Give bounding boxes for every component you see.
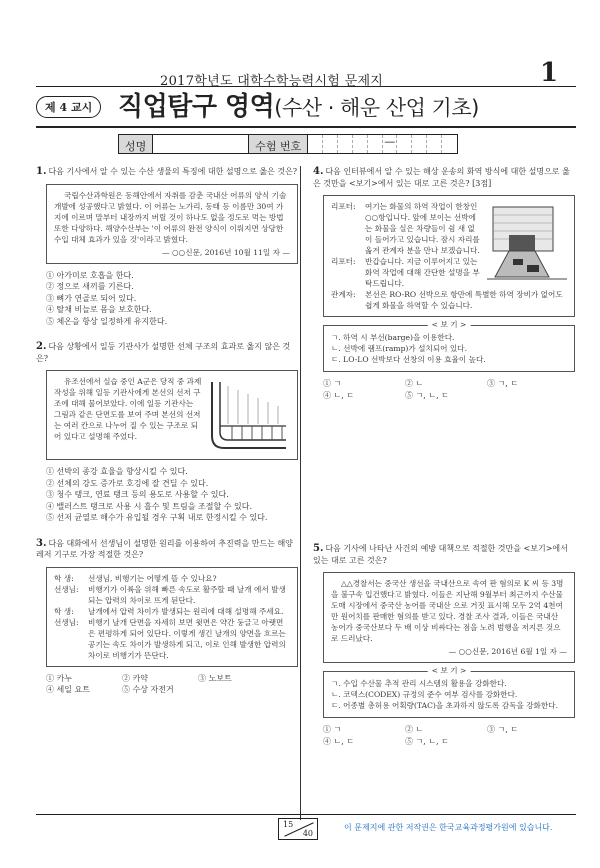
q5-option[interactable]: ⑤ ㄱ, ㄴ, ㄷ — [405, 736, 449, 746]
dialogue-line — [54, 573, 290, 584]
q2-stem: 다음 상황에서 일등 기관사가 설명한 선체 구조의 효과로 옳지 않은 것은? — [36, 342, 291, 363]
subject-sub: (수산 · 해운 산업 기초) — [274, 96, 479, 120]
hr-mid — [36, 126, 576, 128]
utterance: 비행기 날개 단면을 자세히 보면 윗면은 약간 둥글고 아랫면은 편평하게 되어 있단다. 이렇게 생긴 날개의 양면을 흐르는 공기는 속도 차이가 발생하게 되고, 이로 인해 발생한 압력의 차이로 비행기가 뜬단다. — [88, 617, 286, 660]
question-4 — [313, 166, 575, 401]
page-current: 15 — [283, 820, 294, 829]
q2-option[interactable]: ② 선체의 강도 증가로 호깅에 잘 견딜 수 있다. — [46, 478, 209, 488]
q4-option[interactable]: ① ㄱ — [323, 379, 342, 388]
q1-source: — ○○신문, 2016년 10월 11일 자 — — [161, 247, 290, 257]
dialogue-line — [54, 606, 290, 617]
exam-no-label: 수험 번호 — [249, 135, 308, 153]
q3-option[interactable]: ④ 세일 요트 — [46, 685, 90, 694]
dialogue-line — [54, 584, 290, 606]
question-3 — [36, 538, 298, 696]
bogi-item: ㄴ. 선박에 램프(ramp)가 설치되어 있다. — [331, 344, 467, 353]
q4-bogi-box — [323, 320, 575, 372]
q5-number: 5. — [313, 543, 324, 554]
id-box — [118, 134, 458, 154]
speaker: 리포터: — [331, 202, 356, 211]
bogi-title: < 보 기 > — [428, 665, 471, 676]
q1-option[interactable]: ② 정으로 새끼를 기른다. — [46, 282, 134, 291]
q4-option[interactable]: ② ㄴ — [405, 379, 424, 388]
name-field[interactable] — [153, 135, 249, 153]
q5-option[interactable]: ② ㄴ — [405, 725, 424, 734]
q2-option[interactable]: ① 선박의 종강 효율을 향상시킬 수 있다. — [46, 467, 188, 476]
bogi-item: ㄴ. 코덱스(CODEX) 규정의 준수 여부 검사를 강화한다. — [331, 690, 518, 699]
q5-passage-box — [323, 572, 575, 663]
bogi-item: ㄷ. LO-LO 선박보다 선창의 이용 효율이 높다. — [331, 355, 486, 364]
q2-option[interactable]: ③ 청수 탱크, 연료 탱크 등의 용도로 사용할 수 있다. — [46, 490, 229, 499]
q1-option[interactable]: ③ 뼈가 연골로 되어 있다. — [46, 293, 137, 303]
utterance: 여기는 화물의 하역 작업이 한창인 ○○항입니다. 앞에 보이는 선박에는 화물을 실은 차량들이 쉼 새 없이 들어가고 있습니다. 잠시 자리를 옮겨 관계자 분을 만나 보겠습니다. — [365, 202, 480, 255]
interview-line — [331, 289, 567, 311]
question-1 — [36, 166, 298, 327]
column-divider — [300, 166, 301, 820]
q5-source: — ○○신문, 2016년 6월 1일 자 — — [448, 647, 567, 656]
roro-ship-image — [487, 201, 567, 285]
period-badge: 제 4 교시 — [36, 96, 101, 118]
right-column — [313, 166, 575, 747]
q5-passage: △△경찰서는 중국산 생선을 국내산으로 속여 판 혐의로 K 씨 등 3명을 불구속 입건했다고 밝혔다. 이들은 지난해 9월부터 최근까지 수산물 도매 시장에서 중국산 농어를 국내산 으로 거짓 표시해 모두 2억 4천여만 원어치를 판매한 혐의를 받고 있다. 경찰 조사 결과, 이들은 국내산 농어가 중국산보다 두 배 이상 비싸다는 점을 노려 범행을 저지른 것으로 드러났다. — [331, 579, 564, 643]
question-2 — [36, 341, 298, 524]
speaker: 관계자: — [331, 290, 356, 299]
q1-passage-box — [46, 184, 298, 264]
q1-option[interactable]: ④ 탈채 비늘로 몸을 보호한다. — [46, 305, 152, 314]
q2-option[interactable]: ④ 밸러스트 탱크로 사용 시 흘수 및 트림을 조절할 수 있다. — [46, 501, 252, 511]
q3-option[interactable]: ③ 노보트 — [198, 673, 232, 683]
q4-option[interactable]: ③ ㄱ, ㄷ — [487, 379, 519, 388]
speaker: 리포터: — [331, 257, 356, 266]
q1-stem: 다음 기사에서 알 수 있는 수산 생물의 특징에 대한 설명으로 옳은 것은? — [48, 167, 298, 176]
q5-options — [323, 724, 575, 747]
utterance: 날개에서 압력 차이가 발생되는 원리에 대해 설명해 주세요. — [88, 606, 284, 616]
interview-line — [331, 201, 481, 256]
q5-option[interactable]: ① ㄱ — [323, 725, 342, 734]
left-column — [36, 166, 298, 696]
subject-main: 직업탐구 영역 — [118, 92, 275, 122]
copyright-notice: 이 문제지에 관한 저작권은 한국교육과정평가원에 있습니다. — [344, 823, 553, 832]
speaker: 학 생: — [54, 573, 74, 583]
q4-option[interactable]: ④ ㄴ, ㄷ — [323, 390, 355, 400]
q1-option[interactable]: ① 아가미로 호흡을 한다. — [46, 270, 134, 280]
utterance: 선생님, 비행기는 어떻게 뜰 수 있나요? — [88, 573, 217, 583]
speaker: 선생님: — [54, 617, 79, 627]
q5-option[interactable]: ④ ㄴ, ㄷ — [323, 736, 355, 746]
q1-option[interactable]: ⑤ 체온을 항상 일정하게 유지한다. — [46, 316, 168, 326]
question-5 — [313, 543, 575, 747]
q2-number: 2. — [36, 341, 47, 352]
speaker: 학 생: — [54, 606, 74, 616]
q3-options — [46, 673, 298, 696]
bogi-title: < 보 기 > — [428, 319, 471, 330]
q5-stem: 다음 기사에 나타난 사건의 예방 대책으로 적절한 것만을 <보기>에서 있는 대로 고른 것은? — [313, 544, 568, 565]
speaker: 선생님: — [54, 584, 79, 594]
utterance: 반갑습니다. 지금 이루어지고 있는 화역 작업에 대해 간단한 설명을 부탁드립니다. — [365, 257, 480, 288]
q4-options — [323, 378, 575, 401]
q4-number: 4. — [313, 166, 324, 177]
page-total: 40 — [302, 829, 313, 838]
name-label: 성명 — [119, 135, 153, 153]
bogi-item: ㄱ. 하역 시 부선(barge)을 이용한다. — [331, 333, 455, 342]
dialogue-line — [54, 617, 290, 661]
page-counter — [278, 818, 318, 840]
q4-option[interactable]: ⑤ ㄱ, ㄴ, ㄷ — [405, 390, 449, 400]
hr-bottom — [36, 814, 576, 815]
q3-stem: 다음 대화에서 선생님이 설명한 원리를 이용하여 추진력을 만드는 해양 레저 기구로 가장 적절한 것은? — [36, 538, 293, 559]
page-number: 1 — [540, 58, 559, 88]
bogi-item: ㄷ. 어종별 총허용 어획량(TAC)을 초과하지 않도록 감독을 강화한다. — [331, 701, 558, 710]
subject-title — [118, 86, 479, 123]
q3-option[interactable]: ⑤ 수상 자전거 — [122, 685, 174, 694]
exam-title: 2017학년도 대학수학능력시험 문제지 — [160, 74, 384, 89]
bogi-item: ㄱ. 수입 수산물 추적 관리 시스템의 활용을 강화한다. — [331, 679, 507, 688]
q1-number: 1. — [36, 166, 47, 177]
q3-option[interactable]: ① 카누 — [46, 673, 72, 683]
q1-passage: 국립수산과학원은 동해안에서 자취를 감춘 국내산 어류의 양식 기술 개발에 성공했다고 밝혔다. 이 어류는 노가리, 동태 등 이름만 30여 가지에 이르며 말부터 내장까지 버릴 것이 하나도 없을 정도로 먹는 방법 또한 다양하다. 해양수산부는 '이 어류의 완전 양식이 이뤄지면 상당한 수입 대체 효과가 있을 것'이라고 밝혔다. — [54, 190, 287, 244]
interview-line — [331, 256, 481, 289]
exam-no-field[interactable] — [308, 135, 457, 153]
q2-options — [46, 466, 298, 524]
exam-no-dash: — — [383, 135, 397, 153]
q5-bogi-box — [323, 666, 575, 718]
q2-passage: 유조선에서 실습 중인 A군은 당직 중 과제 작성을 위해 일등 기관사에게 본선의 선저 구조에 대해 물어보았다. 이에 일등 기관사는 그림과 같은 단면도를 보여 주며 본선의 선저는 여러 칸으로 나누어 질 수 있는 구조로 되어 있다고 설명해 주었다. — [54, 377, 202, 441]
q4-interview-box — [323, 195, 575, 317]
q3-dialogue-box — [46, 567, 298, 667]
q3-number: 3. — [36, 537, 47, 549]
q1-options — [46, 270, 298, 328]
q3-option[interactable]: ② 카약 — [122, 673, 148, 683]
q5-option[interactable]: ③ ㄱ, ㄷ — [487, 725, 519, 734]
q4-stem: 다음 인터뷰에서 알 수 있는 해상 운송의 화역 방식에 대한 설명으로 옳은 것만을 <보기>에서 있는 대로 고른 것은? [3점] — [313, 167, 570, 188]
utterance: 비행기가 이륙을 위해 빠른 속도로 활주할 때 날개 에서 발생되는 압력의 차이로 뜨게 된단다. — [88, 584, 286, 605]
q2-passage-box — [46, 370, 298, 460]
q2-option[interactable]: ⑤ 선저 균열로 해수가 유입될 경우 구획 내로 한정시킬 수 있다. — [46, 513, 268, 522]
utterance: 본선은 RO-RO 선박으로 항만에 특별한 하역 장비가 없어도 쉽게 화물을 하역할 수 있습니다. — [365, 290, 563, 310]
ship-bottom-cross-section-image — [208, 376, 290, 454]
